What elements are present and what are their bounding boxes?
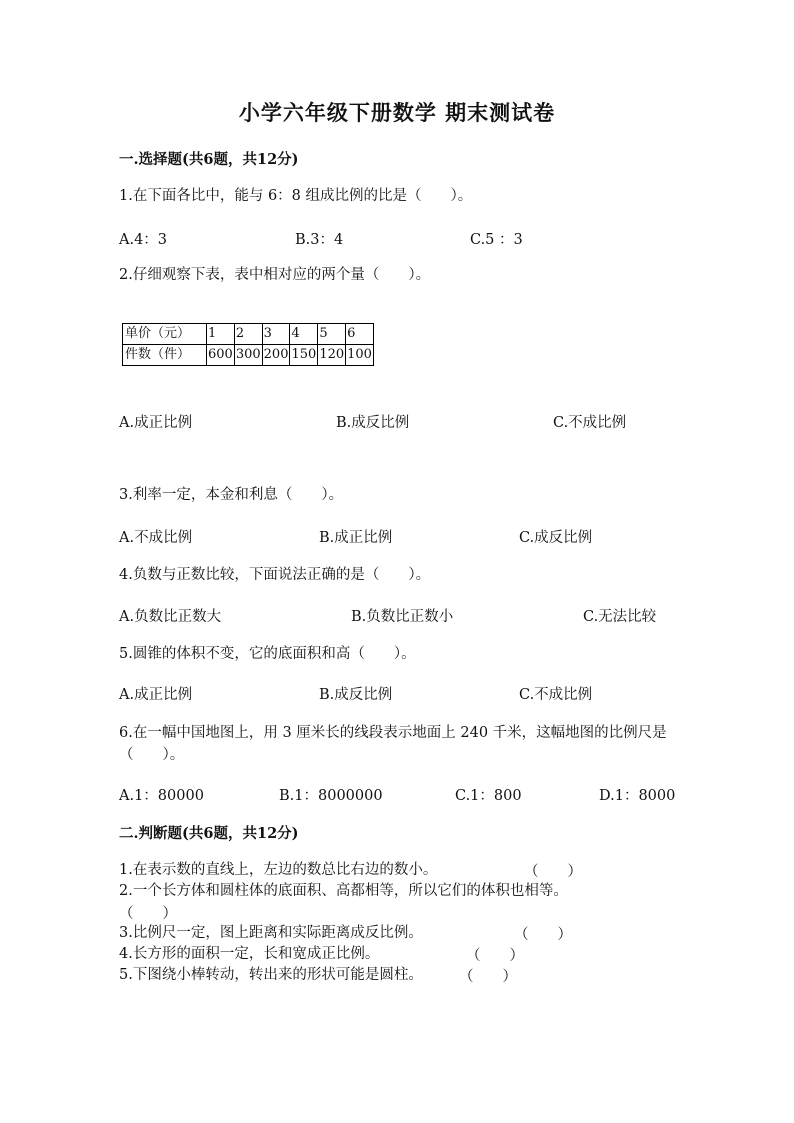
answer-blank-3[interactable]: （ ） [514, 927, 572, 943]
table-row-label: 件数（件） [123, 345, 207, 366]
price-quantity-table [122, 323, 374, 366]
q5-option-c[interactable]: C.不成比例 [519, 687, 593, 703]
question-1: 1.在下面各比中，能与 6：8 组成比例的比是（ ）。 [119, 188, 473, 204]
q1-option-a[interactable]: A.4：3 [119, 232, 168, 248]
q6-option-d[interactable]: D.1：8000 [599, 788, 676, 804]
table-row [123, 345, 374, 366]
judgement-item-3: 3.比例尺一定，图上距离和实际距离成反比例。 [119, 925, 423, 941]
table-cell: 2 [234, 324, 262, 345]
question-3: 3.利率一定，本金和利息（ ）。 [119, 487, 344, 503]
table-row [123, 324, 374, 345]
table-row-label: 单价（元） [123, 324, 207, 345]
q3-option-b[interactable]: B.成正比例 [319, 530, 393, 546]
q5-option-a[interactable]: A.成正比例 [119, 687, 193, 703]
q6-option-c[interactable]: C.1：800 [455, 788, 522, 804]
q4-option-b[interactable]: B.负数比正数小 [351, 609, 454, 625]
table-cell: 150 [290, 345, 318, 366]
judgement-item-2: 2.一个长方体和圆柱体的底面积、高都相等，所以它们的体积也相等。 [119, 883, 568, 899]
q3-option-a[interactable]: A.不成比例 [119, 530, 193, 546]
q6-option-b[interactable]: B.1：8000000 [279, 788, 383, 804]
question-4: 4.负数与正数比较，下面说法正确的是（ ）。 [119, 567, 431, 583]
table-cell: 5 [318, 324, 346, 345]
table-cell: 3 [262, 324, 290, 345]
q5-option-b[interactable]: B.成反比例 [319, 687, 393, 703]
table-cell: 4 [290, 324, 318, 345]
table-cell: 1 [207, 324, 235, 345]
q1-option-b[interactable]: B.3：4 [295, 232, 344, 248]
answer-blank-4[interactable]: （ ） [466, 948, 524, 964]
answer-blank-2[interactable]: （ ） [119, 906, 177, 922]
q6-option-a[interactable]: A.1：80000 [119, 788, 204, 804]
judgement-item-5: 5.下图绕小棒转动，转出来的形状可能是圆柱。 [119, 967, 423, 983]
question-2: 2.仔细观察下表，表中相对应的两个量（ ）。 [119, 267, 431, 283]
answer-blank-5[interactable]: （ ） [459, 969, 517, 985]
q2-option-a[interactable]: A.成正比例 [119, 415, 193, 431]
page-title: 小学六年级下册数学 期末测试卷 [238, 100, 556, 125]
question-6: 6.在一幅中国地图上，用 3 厘米长的线段表示地面上 240 千米，这幅地图的比例尺是（ ）。 [119, 725, 667, 763]
table-cell: 120 [318, 345, 346, 366]
judgement-item-4: 4.长方形的面积一定，长和宽成正比例。 [119, 946, 380, 962]
table-cell: 100 [346, 345, 374, 366]
q3-option-c[interactable]: C.成反比例 [519, 530, 593, 546]
table-cell: 300 [234, 345, 262, 366]
judgement-item-1: 1.在表示数的直线上，左边的数总比右边的数小。 [119, 862, 438, 878]
answer-blank-1[interactable]: （ ） [524, 864, 582, 880]
table-cell: 600 [207, 345, 235, 366]
q4-option-c[interactable]: C.无法比较 [583, 609, 657, 625]
table-cell: 6 [346, 324, 374, 345]
q4-option-a[interactable]: A.负数比正数大 [119, 609, 222, 625]
q1-option-c[interactable]: C.5 ：3 [470, 232, 523, 248]
question-5: 5.圆锥的体积不变，它的底面积和高（ ）。 [119, 646, 416, 662]
section-heading-choice: 一.选择题(共6题，共12分) [119, 151, 299, 168]
table-cell: 200 [262, 345, 290, 366]
section-heading-judgement: 二.判断题(共6题，共12分) [119, 825, 299, 842]
q2-option-c[interactable]: C.不成比例 [553, 415, 627, 431]
q2-option-b[interactable]: B.成反比例 [336, 415, 410, 431]
